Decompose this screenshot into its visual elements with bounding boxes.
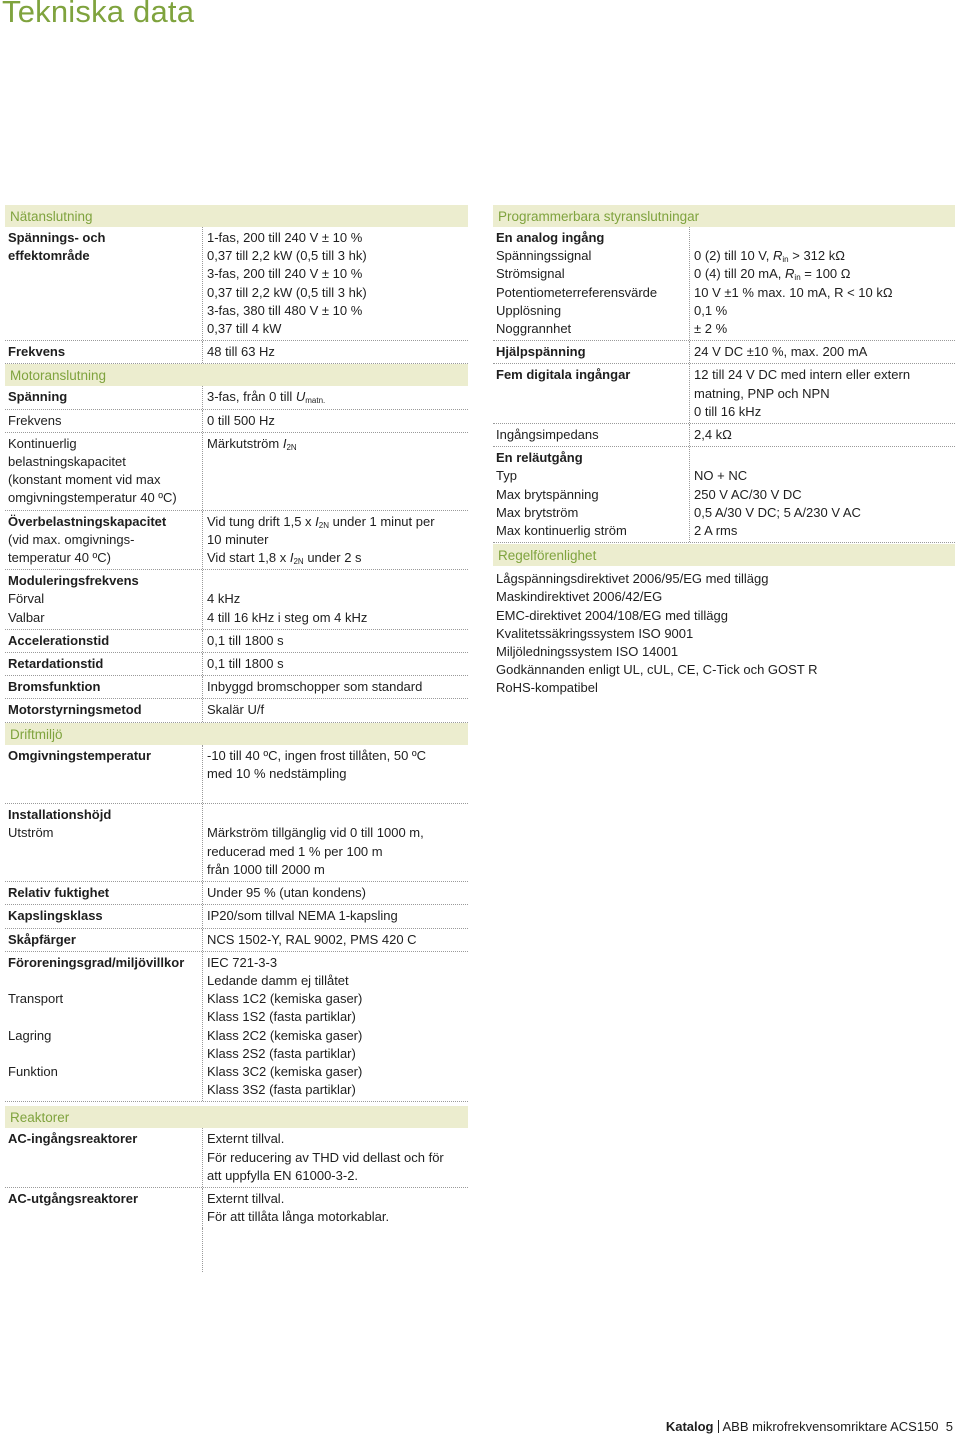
row-value: 48 till 63 Hz [202, 341, 468, 363]
row-value: NO + NC 250 V AC/30 V DC 0,5 A/30 V DC; 5 A/230 V AC 2 A rms [689, 447, 955, 542]
row-label: Hjälpspänning [496, 344, 586, 360]
list-item: Godkännanden enligt UL, cUL, CE, C-Tick och GOST R [496, 662, 818, 678]
left-column [5, 205, 468, 1272]
row-value: Vid tung drift 1,5 x $I_{2N}$ under 1 minut per 10 minuter Vid start 1,8 x $I_{2N}$ under 2 s [202, 511, 468, 570]
footer-title: ABB mikrofrekvensomriktare ACS150 [722, 1419, 939, 1434]
row-value: 0,1 till 1800 s [202, 630, 468, 652]
table-row [5, 952, 468, 1103]
page-footer [666, 1419, 953, 1435]
row-value: Skalär U/f [202, 699, 468, 721]
row-value: IEC 721-3-3 Ledande damm ej tillåtet Klass 1C2 (kemiska gaser) Klass 1S2 (fasta partiklar) Klass 2C2 (kemiska gaser) Klass 2S2 (fasta partiklar) Klass 3C2 (kemiska gaser) Klass 3S2 (fasta partiklar) [202, 952, 468, 1102]
table-row [5, 905, 468, 928]
row-label: Relativ fuktighet [8, 885, 110, 901]
row-label: Moduleringsfrekvens Förval Valbar [8, 573, 139, 625]
column-divider [5, 1228, 468, 1272]
list-item: EMC-direktivet 2004/108/EG med tillägg [496, 607, 728, 623]
row-label: En analog ingång Spänningssignal Strömsignal Potentiometerreferensvärde Upplösning Noggrannhet [496, 230, 658, 337]
row-value: 0 (2) till 10 V, $R_{in} > 312$ kΩ 0 (4) till 20 mA, $R_{in} = 100$ Ω 10 V ±1 % max. 10 mA, R < 10 kΩ 0,1 % ± 2 % [689, 227, 955, 340]
table-row [5, 1188, 468, 1228]
row-label: Spännings- och effektområde [8, 230, 106, 264]
table-row [5, 1128, 468, 1188]
page-number: 5 [945, 1419, 953, 1434]
footer-catalog: Katalog [665, 1419, 714, 1434]
section-heading-motoranslutning: Motoranslutning [5, 364, 468, 386]
row-label: Kapslingsklass [8, 908, 103, 924]
row-value: 12 till 24 V DC med intern eller extern matning, PNP och NPN 0 till 16 kHz [689, 364, 955, 423]
row-label: Frekvens [8, 412, 62, 428]
table-row [5, 341, 468, 364]
row-label: AC-ingångsreaktorer [8, 1131, 138, 1147]
list-item: RoHS-kompatibel [496, 680, 598, 696]
row-value: -10 till 40 ºC, ingen frost tillåten, 50 ºC med 10 % nedstämpling [202, 745, 468, 804]
row-label: Kontinuerlig belastningskapacitet (konstant moment vid max omgivningstemperatur 40 ºC) [8, 435, 177, 506]
table-row [5, 745, 468, 805]
table-row [5, 699, 468, 722]
table-row [493, 227, 955, 341]
row-value: Märkutström $I_{2N}$ [202, 433, 468, 510]
row-label: Ingångsimpedans [496, 427, 599, 443]
table-row [5, 227, 468, 341]
row-value: NCS 1502-Y, RAL 9002, PMS 420 C [202, 929, 468, 951]
table-row [5, 804, 468, 882]
table-row [493, 364, 955, 424]
list-item: Maskindirektivet 2006/42/EG [496, 589, 663, 605]
row-value: Externt tillval. För att tillåta långa motorkablar. [202, 1188, 468, 1228]
table-row [5, 653, 468, 676]
row-label: Retardationstid [8, 656, 104, 672]
row-label: Föroreningsgrad/miljövillkor Transport Lagring Funktion [8, 954, 185, 1079]
list-item: Miljöledningssystem ISO 14001 [496, 644, 679, 660]
table-row [5, 570, 468, 630]
row-label: AC-utgångsreaktorer [8, 1190, 139, 1206]
row-value: 4 kHz 4 till 16 kHz i steg om 4 kHz [202, 570, 468, 629]
table-row [5, 630, 468, 653]
row-value: 24 V DC ±10 %, max. 200 mA [689, 341, 955, 363]
row-value: Inbyggd bromschopper som standard [202, 676, 468, 698]
row-value: 2,4 kΩ [689, 424, 955, 446]
list-item: Kvalitetssäkringssystem ISO 9001 [496, 625, 694, 641]
section-heading-programmerbara: Programmerbara styranslutningar [493, 205, 955, 227]
row-label: Fem digitala ingångar [496, 367, 631, 383]
table-row [5, 386, 468, 409]
row-label: Skåpfärger [8, 931, 76, 947]
row-label: Motorstyrningsmetod [8, 702, 142, 718]
row-value: 3-fas, från 0 till $U_{matn.}$ [202, 386, 468, 408]
row-value: 0,1 till 1800 s [202, 653, 468, 675]
row-label: Spänning [8, 389, 68, 405]
section-heading-regelforenlighet: Regelförenlighet [493, 544, 955, 566]
row-value: Under 95 % (utan kondens) [202, 882, 468, 904]
section-heading-natanslutning: Nätanslutning [5, 205, 468, 227]
row-label: Omgivningstemperatur [8, 747, 152, 763]
row-value: Externt tillval. För reducering av THD vid dellast och för att uppfylla EN 61000-3-2. [202, 1128, 468, 1187]
section-heading-driftmiljo: Driftmiljö [5, 723, 468, 745]
table-row [5, 410, 468, 433]
row-value: 1-fas, 200 till 240 V ± 10 % 0,37 till 2,2 kW (0,5 till 3 hk) 3-fas, 200 till 240 V ± 10 % 0,37 till 2,2 kW (0,5 till 3 hk) 3-fas, 380 till 480 V ± 10 % 0,37 till 4 kW [202, 227, 468, 340]
table-row [5, 929, 468, 952]
row-value: IP20/som tillval NEMA 1-kapsling [202, 905, 468, 927]
compliance-list [493, 566, 955, 697]
table-row [5, 882, 468, 905]
section-heading-reaktorer: Reaktorer [5, 1106, 468, 1128]
page-title: Tekniska data [2, 0, 195, 29]
row-label: En reläutgång Typ Max brytspänning Max brytström Max kontinuerlig ström [496, 450, 627, 539]
list-item: Lågspänningsdirektivet 2006/95/EG med tillägg [496, 571, 769, 587]
row-value: 0 till 500 Hz [202, 410, 468, 432]
table-row [493, 424, 955, 447]
row-label: Frekvens [8, 344, 66, 360]
row-label: Accelerationstid [8, 632, 110, 648]
table-row [5, 433, 468, 511]
footer-divider [718, 1420, 719, 1433]
row-label: Installationshöjd Utström [8, 807, 112, 841]
row-label: Överbelastningskapacitet (vid max. omgivnings- temperatur 40 ºC) [8, 513, 167, 566]
table-row [5, 676, 468, 699]
table-row [493, 447, 955, 543]
table-row [5, 511, 468, 571]
table-row [493, 341, 955, 364]
right-column [493, 205, 955, 698]
row-label: Bromsfunktion [8, 679, 101, 695]
row-value: Märkström tillgänglig vid 0 till 1000 m, reducerad med 1 % per 100 m från 1000 till 2000 m [202, 804, 468, 881]
